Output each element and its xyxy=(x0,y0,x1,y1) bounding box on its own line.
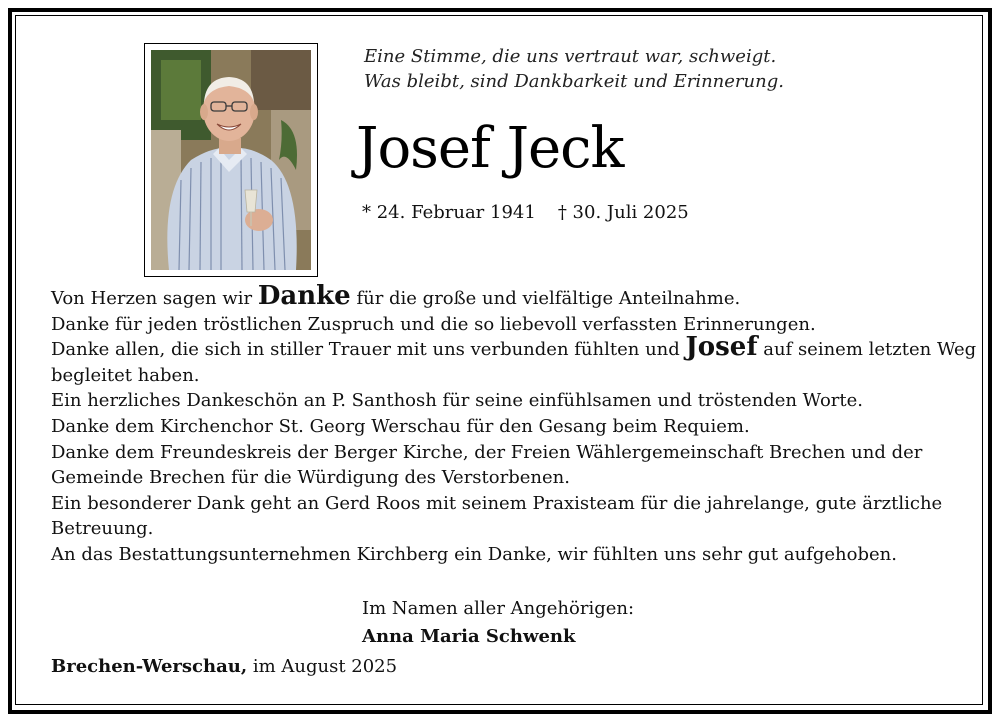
birth-date: * 24. Februar 1941 xyxy=(362,202,536,223)
body-text-segment: für die große und vielfältige Anteilnahme. xyxy=(350,288,741,309)
body-text-segment: Von Herzen sagen wir xyxy=(51,288,258,309)
deceased-name: Josef Jeck xyxy=(356,116,624,181)
emphasis-josef: Josef xyxy=(685,332,758,363)
portrait-frame xyxy=(144,43,318,277)
body-line: begleitet haben. xyxy=(51,364,200,386)
life-dates xyxy=(362,201,689,225)
body-line: Gemeinde Brechen für die Würdigung des Verstorbenen. xyxy=(51,467,570,489)
body-text-segment: auf seinem letzten Weg xyxy=(757,339,977,361)
body-line: Betreuung. xyxy=(51,518,154,540)
place-date-line xyxy=(51,653,397,681)
quote-line-1: Eine Stimme, die uns vertraut war, schweigt. xyxy=(364,46,777,67)
memorial-quote xyxy=(364,44,784,94)
portrait-photo xyxy=(151,50,311,270)
closing-block xyxy=(362,595,634,651)
body-line: Danke für jeden tröstlichen Zuspruch und die so liebevoll verfassten Erinnerungen. xyxy=(51,313,816,335)
thank-you-text xyxy=(51,281,977,568)
signer-name: Anna Maria Schwenk xyxy=(362,626,576,647)
death-date: † 30. Juli 2025 xyxy=(557,202,689,223)
body-line: Ein herzliches Dankeschön an P. Santhosh für seine einfühlsamen und tröstenden Worte. xyxy=(51,390,863,412)
body-line: Danke dem Kirchenchor St. Georg Werschau für den Gesang beim Requiem. xyxy=(51,415,750,437)
body-line xyxy=(51,332,977,363)
emphasis-danke: Danke xyxy=(257,281,351,311)
body-text-segment: Danke allen, die sich in stiller Trauer mit uns verbunden fühlten und xyxy=(51,339,686,361)
body-line xyxy=(51,281,951,312)
place-date: im August 2025 xyxy=(247,656,398,677)
quote-line-2: Was bleibt, sind Dankbarkeit und Erinnerung. xyxy=(364,71,784,92)
body-line: Danke dem Freundeskreis der Berger Kirche, der Freien Wählergemeinschaft Brechen und der xyxy=(51,441,923,463)
body-line: An das Bestattungsunternehmen Kirchberg ein Danke, wir fühlten uns sehr gut aufgehoben. xyxy=(51,543,897,565)
place-name: Brechen-Werschau, xyxy=(51,656,248,677)
closing-intro: Im Namen aller Angehörigen: xyxy=(362,598,635,619)
body-line: Ein besonderer Dank geht an Gerd Roos mit seinem Praxisteam für die jahrelange, gute ärztliche xyxy=(51,492,943,514)
